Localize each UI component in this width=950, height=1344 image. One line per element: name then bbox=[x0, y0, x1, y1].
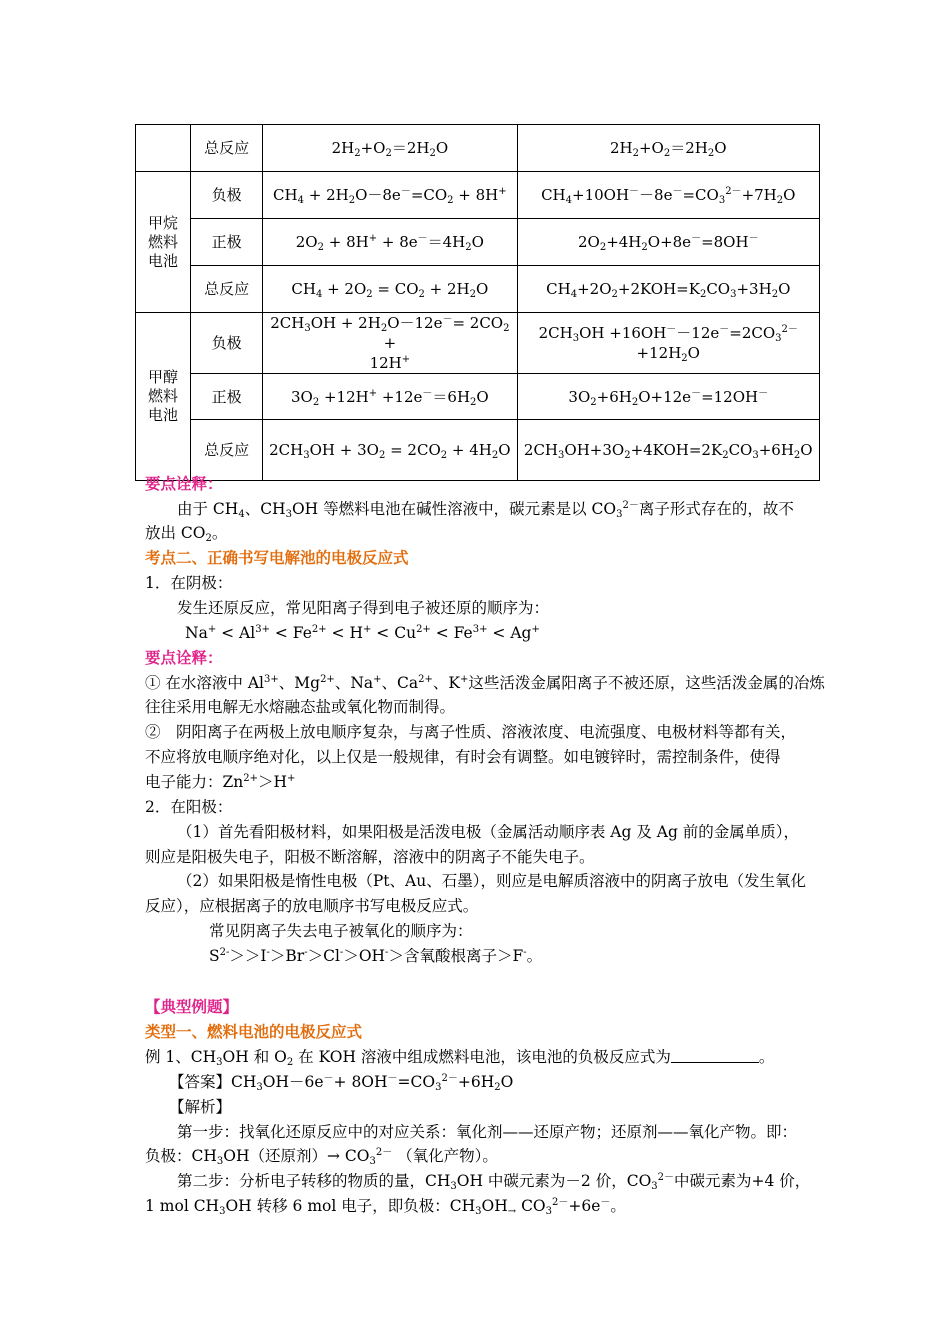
base-equation: $2O_2+4H_2O+8e^-=8OH^-$ bbox=[517, 219, 819, 266]
row-label: 总反应 bbox=[191, 125, 263, 172]
acid-equation: $2CH_3OH + 3O_2 = 2CO_2 + 4H_2O$ bbox=[263, 420, 517, 481]
table-row bbox=[136, 266, 820, 313]
answer-blank bbox=[671, 1047, 759, 1063]
table-row bbox=[136, 313, 820, 374]
anode-item1: （1）首先看阳极材料，如果阳极是活泼电极（金属活动顺序表 Ag 及 Ag 前的金属单质）， bbox=[177, 823, 800, 841]
examples-heading: 【典型例题】 bbox=[145, 997, 239, 1016]
note2-title: 要点诠释： bbox=[145, 648, 223, 667]
anode-order-intro: 常见阴离子失去电子被氧化的顺序为： bbox=[209, 922, 473, 940]
anode-title: 2．在阳极： bbox=[145, 798, 233, 816]
table-row bbox=[136, 374, 820, 420]
row-label: 总反应 bbox=[191, 266, 263, 313]
base-equation: $CH_4+10OH^--8e^-=CO_3^{2-}+7H_2O$ bbox=[517, 172, 819, 219]
example1-question bbox=[145, 1045, 815, 1069]
table-row bbox=[136, 172, 820, 219]
example1-question-text: 例 1、$CH_3OH$ 和 $O_2$ 在 KOH 溶液中组成燃料电池，该电池的负极反应式为 bbox=[145, 1048, 671, 1068]
example1-answer: 【答案】$CH_3OH-6e^-+ 8OH^-=CO_3^{2-}+6H_2O$ bbox=[169, 1073, 514, 1093]
base-equation: $CH_4+2O_2+2KOH=K_2CO_3+3H_2O$ bbox=[517, 266, 819, 313]
row-label: 负极 bbox=[191, 172, 263, 219]
acid-equation: $2H_2+O_2=2H_2O$ bbox=[263, 125, 517, 172]
table-row bbox=[136, 125, 820, 172]
example1-analysis: 【解析】 bbox=[169, 1098, 232, 1116]
base-equation: $2H_2+O_2=2H_2O$ bbox=[517, 125, 819, 172]
row-label: 正极 bbox=[191, 219, 263, 266]
acid-equation: $2CH_3OH + 2H_2O-12e^-= 2CO_2$ + 12H+ bbox=[263, 313, 517, 374]
step1-cont: 负极：$CH_3OH$（还原剂）→ $CO_3^{2-}$ （氧化产物）。 bbox=[145, 1147, 498, 1167]
group-cell-methanol: 甲醇 燃料 电池 bbox=[136, 313, 191, 481]
step1: 第一步：找氧化还原反应中的对应关系：氧化剂——还原产物；还原剂——氧化产物。即： bbox=[177, 1123, 798, 1141]
row-label: 负极 bbox=[191, 313, 263, 374]
type1-heading: 类型一、燃料电池的电极反应式 bbox=[145, 1022, 363, 1041]
acid-equation: $3O_2 +12H^+ +12e^-=6H_2O$ bbox=[263, 374, 517, 420]
note2-item1: ① 在水溶液中 $Al^{3+}$、$Mg^{2+}$、Na+、$Ca^{2+}$、K+这些活泼金属阳离子不被还原，这些活泼金属的冶炼 bbox=[145, 674, 825, 692]
note2-item1-cont: 往往采用电解无水熔融态盐或氧化物而制得。 bbox=[145, 698, 456, 716]
group-cell bbox=[136, 125, 191, 172]
example1-question-end: 。 bbox=[758, 1048, 775, 1066]
group-cell-methane: 甲烷 燃料 电池 bbox=[136, 172, 191, 313]
note2-item2-cont: 不应将放电顺序绝对化，以上仅是一般规律，有时会有调整。如电镀锌时，需控制条件，使得 bbox=[145, 748, 781, 766]
table-row bbox=[136, 219, 820, 266]
cathode-body: 发生还原反应，常见阳离子得到电子被还原的顺序为： bbox=[177, 599, 550, 617]
base-equation: $3O_2+6H_2O+12e^-=12OH^-$ bbox=[517, 374, 819, 420]
note1-body: 由于 $CH_4$、$CH_3OH$ 等燃料电池在碱性溶液中，碳元素是以 $CO_3^{2-}$离子形式存在的，故不 bbox=[177, 500, 794, 520]
note2-item2: ② 阴阳离子在两极上放电顺序复杂，与离子性质、溶液浓度、电流强度、电极材料等都有关， bbox=[145, 723, 797, 741]
cathode-order: $Na^+ < Al^{3+} < Fe^{2+} < H^+ < Cu^{2+} < Fe^{3+} < Ag^+$ bbox=[185, 624, 540, 642]
note1-title: 要点诠释： bbox=[145, 474, 223, 493]
base-equation: $2CH_3OH+3O_2+4KOH=2K_2CO_3+6H_2O$ bbox=[517, 420, 819, 481]
anode-item1-cont: 则应是阳极失电子，阳极不断溶解，溶液中的阴离子不能失电子。 bbox=[145, 848, 595, 866]
acid-equation: $CH_4 + 2O_2 = CO_2 + 2H_2O$ bbox=[263, 266, 517, 313]
cathode-title: 1．在阴极： bbox=[145, 574, 233, 592]
base-equation: $2CH_3OH +16OH^--12e^-=2CO_3^{2-}$ $+12H_2O$ bbox=[517, 313, 819, 374]
step2: 第二步：分析电子转移的物质的量，$CH_3OH$ 中碳元素为－2 价，$CO_3^{2-}$中碳元素为+4 价， bbox=[177, 1172, 811, 1192]
anode-order: $S^{2-}>>I^->Br^->Cl^->OH^->$含氧酸根离子＞F-。 bbox=[209, 947, 543, 965]
acid-equation: $2O_2 + 8H^+ + 8e^-=4H_2O$ bbox=[263, 219, 517, 266]
acid-equation: $CH_4 + 2H_2O-8e^-=CO_2 + 8H^+$ bbox=[263, 172, 517, 219]
note2-item2-cont2: 电子能力：$Zn^{2+}>H^+$ bbox=[145, 773, 296, 791]
anode-item2-cont: 反应），应根据离子的放电顺序书写电极反应式。 bbox=[145, 897, 479, 915]
step2-cont: 1 mol $CH_3OH$ 转移 6 mol 电子，即负极：$CH_3OH_\to$ $CO_3^{2-}+6e^-$。 bbox=[145, 1197, 626, 1217]
anode-item2: （2）如果阳极是惰性电极（Pt、Au、石墨），则应是电解质溶液中的阴离子放电（发生氧化 bbox=[177, 872, 806, 890]
row-label: 正极 bbox=[191, 374, 263, 420]
row-label: 总反应 bbox=[191, 420, 263, 481]
fuel-cell-reactions-table bbox=[135, 124, 820, 481]
note1-body-cont: 放出 $CO_2$。 bbox=[145, 524, 228, 544]
point2-heading: 考点二、正确书写电解池的电极反应式 bbox=[145, 548, 409, 567]
